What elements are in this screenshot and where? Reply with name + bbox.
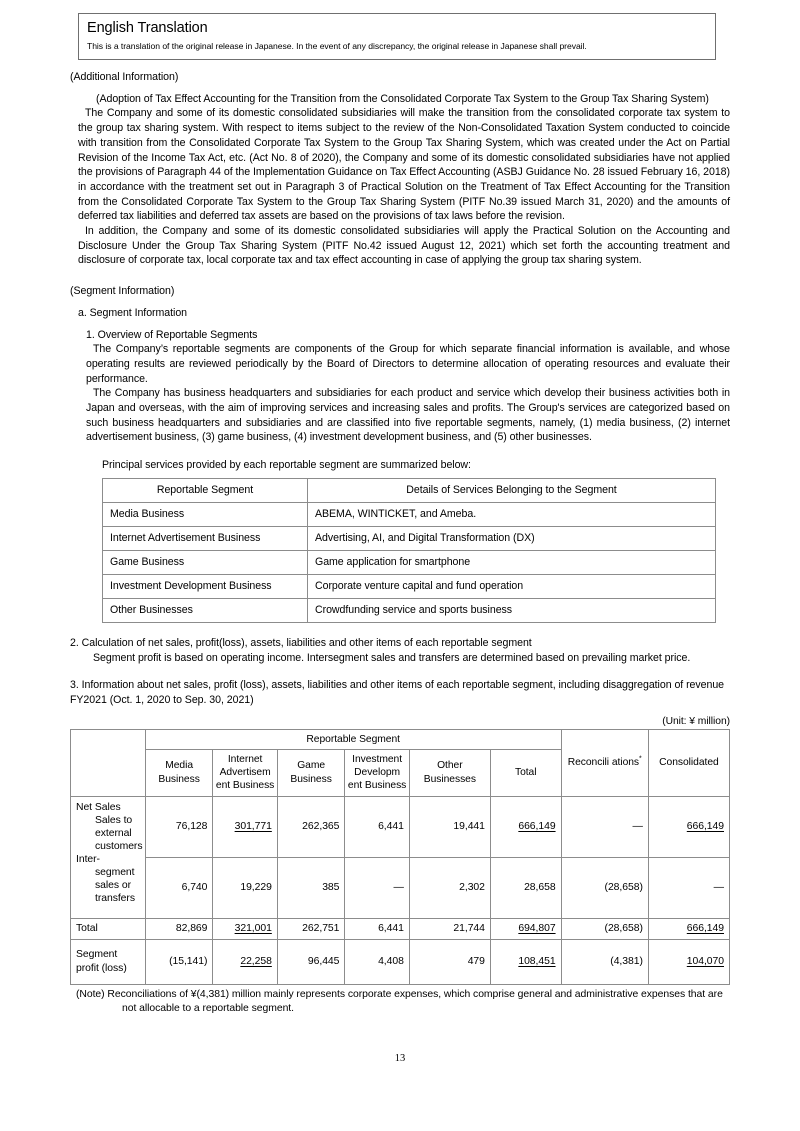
additional-information-subheading: (Adoption of Tax Effect Accounting for the Transition from the Consolidated Corporate Tax System to the Group Tax Sharing System) [96,92,709,105]
cell-total-1: 82,869 [145,918,213,939]
table-header-row [103,478,716,502]
cell-total-2 [213,918,277,939]
segment-table-header-1: Reportable Segment [103,478,308,502]
underlined-value: 301,771 [234,821,272,832]
additional-information-paragraph-1: The Company and some of its domestic consolidated subsidiaries will make the transition from the consolidated corporate tax system to the group tax sharing system. With respect to items subject to the review of the Non-Consolidated Taxation System conducted to coincide with transition from the Consolidated Corporate Tax System to the Group Tax Sharing System, which was created under the Act on Partial Revision of the Income Tax Act, etc. (Act No. 8 of 2020), the Company and some of its domestic consolidated subsidiaries have not applied the provisions of Paragraph 44 of the Implementation Guidance on Tax Effect Accounting (ASBJ Guidance No. 28 issued February 16, 2018) in accordance with the treatment set out in Paragraph 3 of Practical Solution on the Treatment of Tax Effect Accounting for the Transition from the Consolidated Corporate Tax System to the Group Tax Sharing System (PITF No.39 issued March 31, 2020) and the amounts of deferred tax liabilities and deferred tax assets are based on the provisions of tax laws before the revision. [78,107,730,223]
cell-intersegment-2: 19,229 [213,857,277,918]
cell-total-6 [490,918,561,939]
segment-table-intro: Principal services provided by each reportable segment are summarized below: [102,459,471,472]
banner-title: English Translation [87,20,208,36]
row-label-external-customers: Sales to external customers [95,814,143,853]
cell-total-5: 21,744 [409,918,490,939]
financial-header-row-1 [71,729,730,749]
additional-information-paragraph-2: In addition, the Company and some of its domestic consolidated subsidiaries will apply the Practical Solution on the Accounting and Disclosure Under the Group Tax Sharing System (PITF No.42 issued August 12, 2021) which set forth the accounting treatment and disclosure of corporate tax, local corporate tax and tax effect accounting in case of applying the group tax sharing system. [78,225,730,267]
table-row-net-sales-group [71,796,730,857]
cell-external-8 [648,796,729,857]
cell-intersegment-1: 6,740 [145,857,213,918]
segment-details-cell: Corporate venture capital and fund operation [308,574,716,598]
table-row [103,502,716,526]
footnote-marker: (Note) [76,988,105,1000]
cell-segment_profit-2 [213,939,277,984]
segment-information-heading: (Segment Information) [70,285,175,298]
row-label-net-sales [71,796,146,918]
cell-external-1: 76,128 [145,796,213,857]
cell-intersegment-4: — [345,857,409,918]
table-row-segment-profit [71,939,730,984]
segment-information-item-3: 3. Information about net sales, profit (loss), assets, liabilities and other items of each reportable segment, including disaggregation of revenue [70,679,725,692]
document-body [70,70,730,1016]
segment-details-cell: Crowdfunding service and sports business [308,598,716,622]
financial-segment-table [70,729,730,985]
reconciliations-footnote-marker: * [639,755,642,763]
column-header-3: Game Business [277,749,345,796]
cell-intersegment-6: 28,658 [490,857,561,918]
cell-total-3: 262,751 [277,918,345,939]
segment-name-cell: Investment Development Business [103,574,308,598]
unit-note: (Unit: ¥ million) [662,715,730,727]
english-translation-banner [78,13,716,60]
cell-segment_profit-7: (4,381) [561,939,648,984]
segment-information-item-1: 1. Overview of Reportable Segments [86,328,258,341]
underlined-value: 666,149 [518,821,556,832]
cell-intersegment-5: 2,302 [409,857,490,918]
cell-intersegment-7: (28,658) [561,857,648,918]
cell-segment_profit-3: 96,445 [277,939,345,984]
reportable-segment-group-header: Reportable Segment [145,729,561,749]
segment-information-fiscal-year: FY2021 (Oct. 1, 2020 to Sep. 30, 2021) [70,693,254,706]
column-header-2: Internet Advertisem ent Business [213,749,277,796]
segment-information-item-a: a. Segment Information [78,306,188,319]
segment-details-cell: Advertising, AI, and Digital Transformation (DX) [308,526,716,550]
table-row [103,550,716,574]
cell-segment_profit-4: 4,408 [345,939,409,984]
cell-intersegment-8: — [648,857,729,918]
row-label-intersegment-head: Inter- [76,853,100,865]
table-row-intersegment [71,857,730,918]
cell-external-3: 262,365 [277,796,345,857]
column-header-4: Investment Developm ent Business [345,749,409,796]
segment-services-table-wrap [70,478,730,623]
underlined-value: 694,807 [518,923,556,934]
row-label-intersegment: segment sales or transfers [95,866,135,905]
row-label-total: Total [71,918,146,939]
segment-name-cell: Other Businesses [103,598,308,622]
underlined-value: 666,149 [686,821,724,832]
cell-total-8 [648,918,729,939]
table-row-total [71,918,730,939]
segment-table-header-2: Details of Services Belonging to the Segment [308,478,716,502]
financial-table-corner-cell [71,729,146,796]
segment-information-item-2-body: Segment profit is based on operating income. Intersegment sales and transfers are determined based on prevailing market price. [93,651,691,664]
cell-external-7: — [561,796,648,857]
table-row [103,598,716,622]
cell-segment_profit-1: (15,141) [145,939,213,984]
table-row [103,526,716,550]
segment-information-paragraph-1: The Company’s reportable segments are components of the Group for which separate financial information is available, and whose operating results are reviewed periodically by the Board of Directors to determine allocation of operating resources and evaluate their performance. [86,343,730,385]
cell-external-5: 19,441 [409,796,490,857]
cell-external-4: 6,441 [345,796,409,857]
cell-total-4: 6,441 [345,918,409,939]
row-label-net-sales-text: Net Sales [76,801,121,813]
segment-information-item-2: 2. Calculation of net sales, profit(loss), assets, liabilities and other items of each reportable segment [70,636,532,649]
row-label-segment-profit: Segment profit (loss) [71,939,146,984]
cell-segment_profit-8 [648,939,729,984]
cell-segment_profit-6 [490,939,561,984]
underlined-value: 321,001 [234,923,272,934]
segment-name-cell: Game Business [103,550,308,574]
column-header-1: Media Business [145,749,213,796]
cell-total-7: (28,658) [561,918,648,939]
segment-details-cell: Game application for smartphone [308,550,716,574]
segment-details-cell: ABEMA, WINTICKET, and Ameba. [308,502,716,526]
cell-external-2 [213,796,277,857]
underlined-value: 666,149 [686,923,724,934]
cell-external-6 [490,796,561,857]
underlined-value: 22,258 [240,956,272,967]
column-header-reconciliations: Reconcili ations* [561,729,648,796]
footnote-text: Reconciliations of ¥(4,381) million mainly represents corporate expenses, which comprise general and administrative expenses that are not allocable to a reportable segment. [107,988,723,1014]
segment-services-table [102,478,716,623]
column-header-5: Other Businesses [409,749,490,796]
segment-name-cell: Internet Advertisement Business [103,526,308,550]
cell-intersegment-3: 385 [277,857,345,918]
additional-information-heading: (Additional Information) [70,71,179,83]
column-header-6: Total [490,749,561,796]
cell-segment_profit-5: 479 [409,939,490,984]
page-number: 13 [394,1053,406,1064]
column-header-consolidated: Consolidated [648,729,729,796]
underlined-value: 108,451 [518,956,556,967]
banner-subtitle: This is a translation of the original release in Japanese. In the event of any discrepancy, the original release in Japanese shall prevail. [87,41,587,51]
table-footnote [70,988,730,1016]
underlined-value: 104,070 [686,956,724,967]
segment-name-cell: Media Business [103,502,308,526]
segment-information-paragraph-2: The Company has business headquarters and subsidiaries for each product and service which develop their business activities both in Japan and overseas, with the aim of improving services and increasing sales and profits. The Group's services are categorized based on such business headquarters and subsidiaries and are classified into five reportable segments, namely, (1) media business, (2) internet advertisement business, (3) game business, (4) investment development business, and (5) other businesses. [86,387,730,444]
table-row [103,574,716,598]
